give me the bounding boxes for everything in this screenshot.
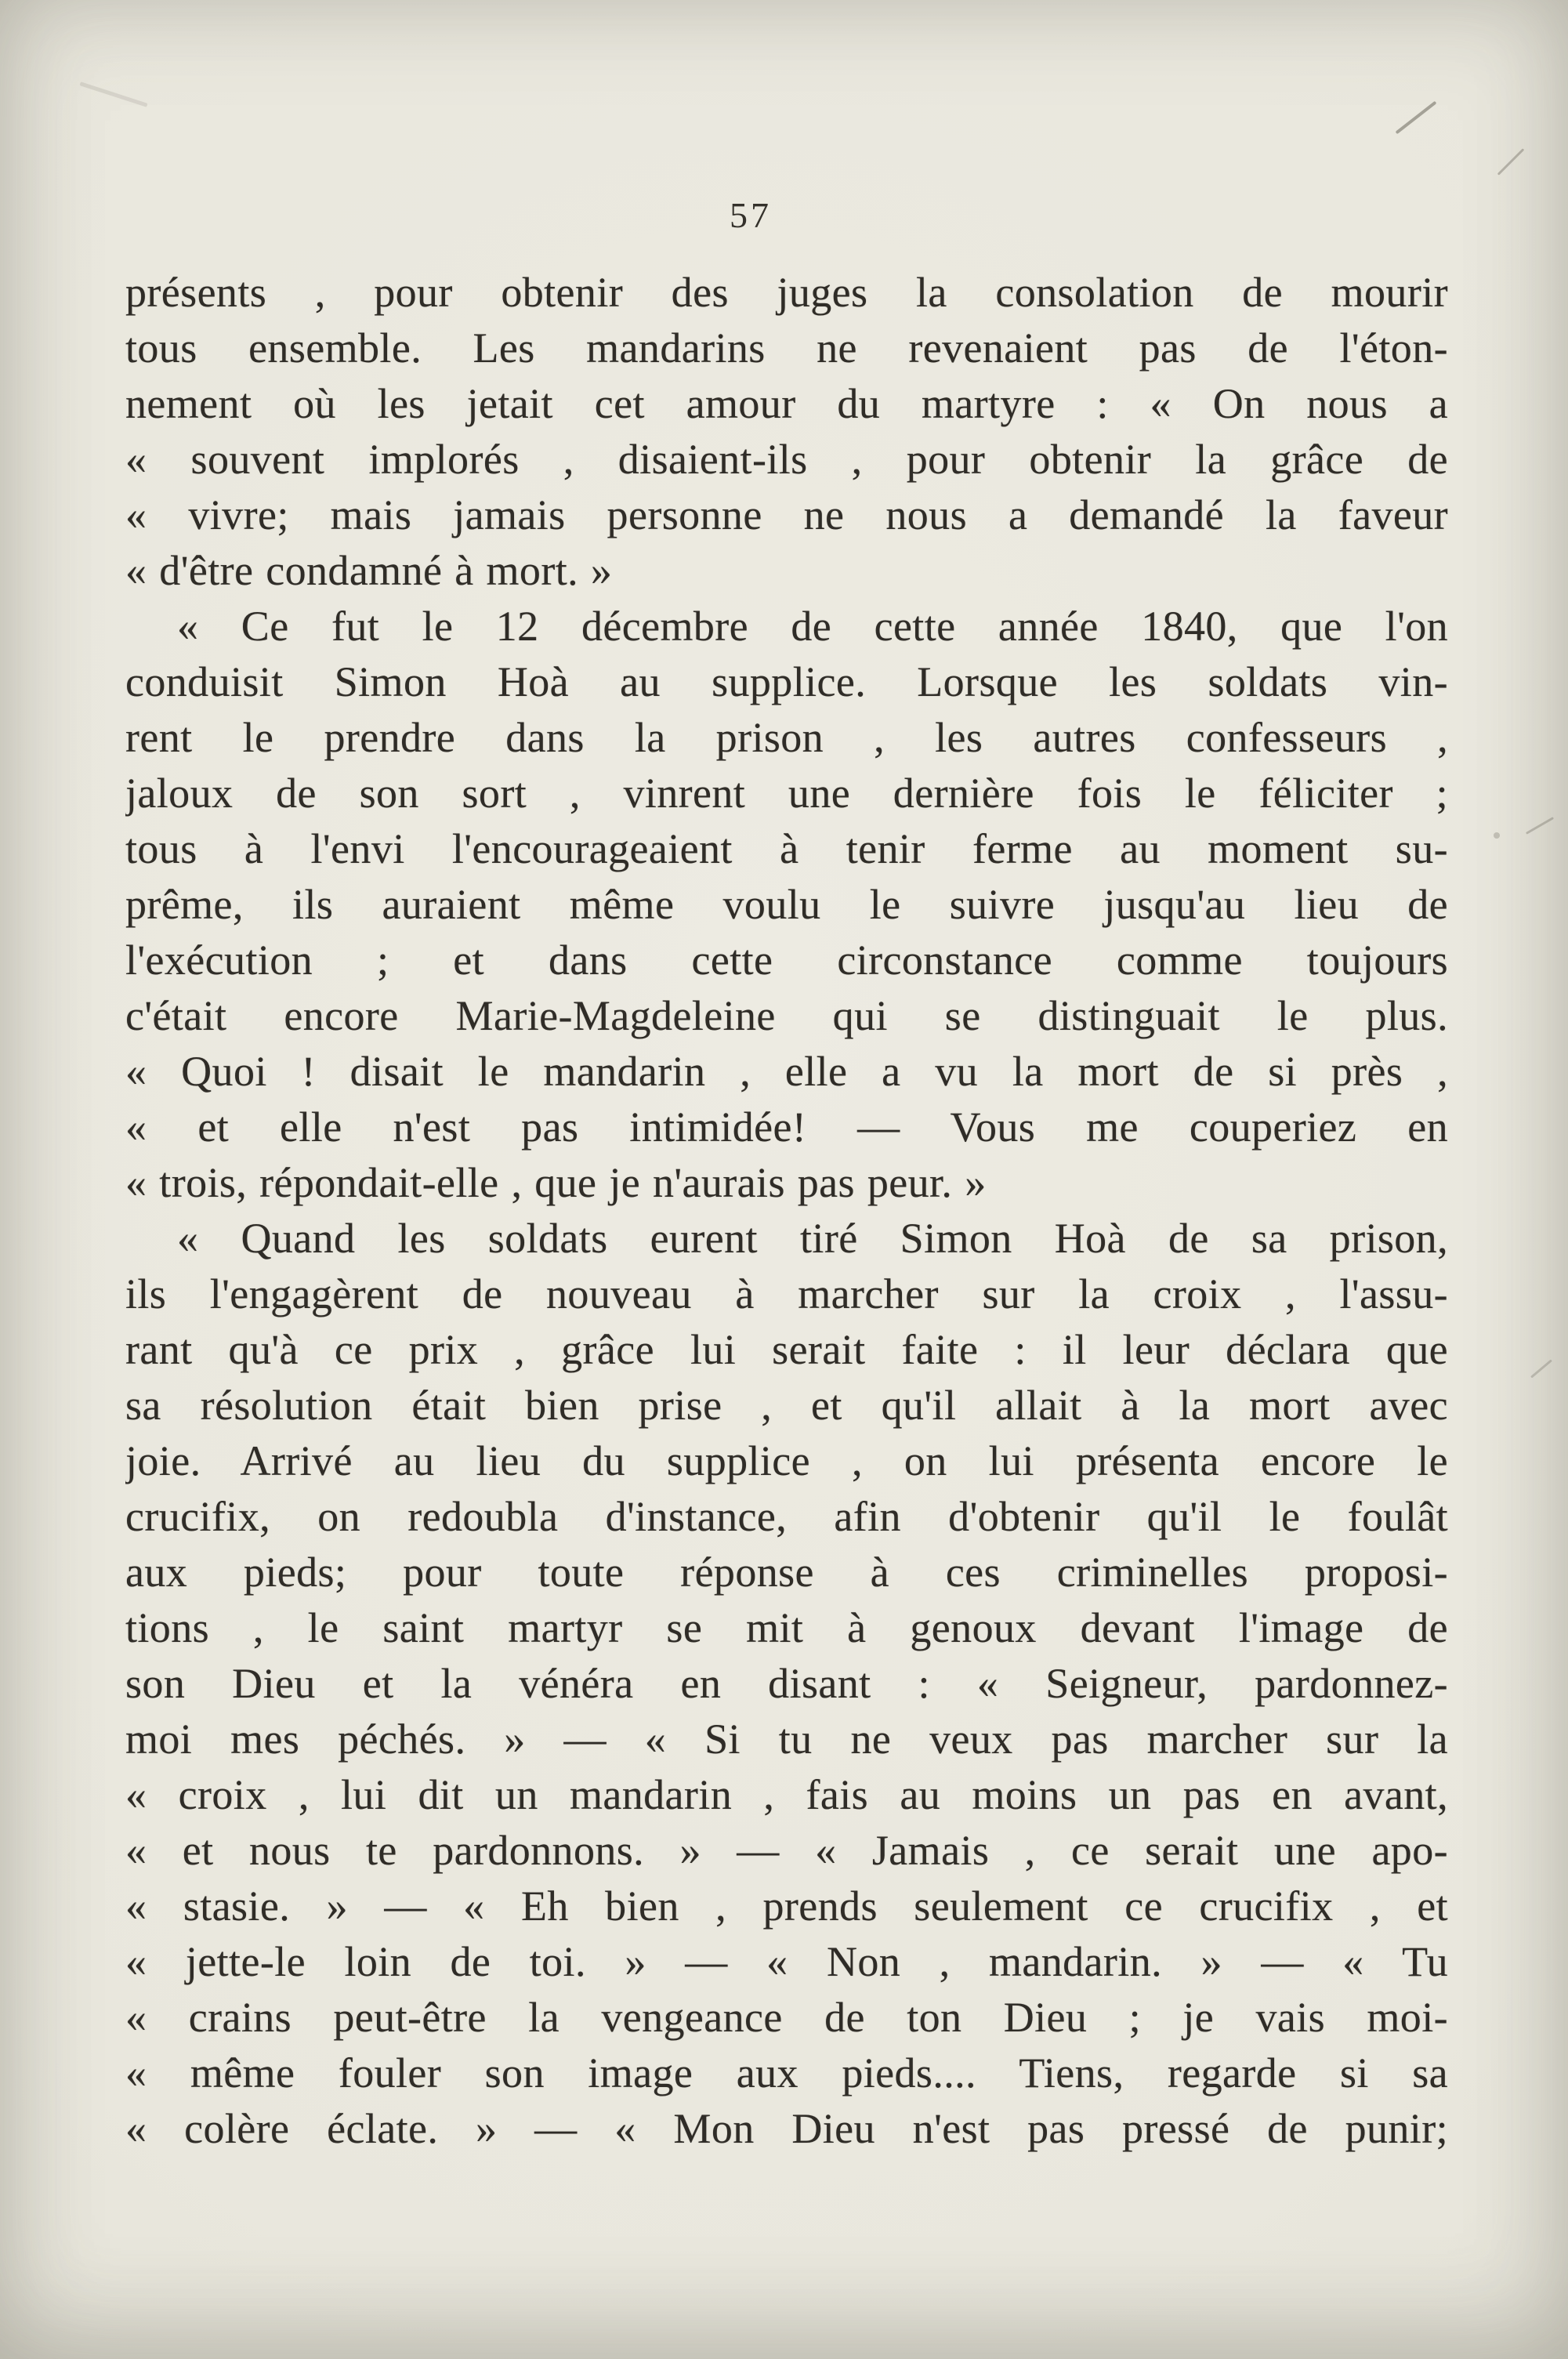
text-line: ils l'engagèrent de nouveau à marcher sur la croix , l'assu- bbox=[125, 1270, 1448, 1317]
text-line: sa résolution était bien prise , et qu'il allait à la mort avec bbox=[125, 1382, 1448, 1429]
text-block bbox=[125, 265, 1448, 2157]
text-line: « et nous te pardonnons. » — « Jamais , ce serait une apo- bbox=[125, 1827, 1448, 1874]
scan-artifact bbox=[1497, 148, 1525, 176]
text-line: « trois, répondait-elle , que je n'aurais pas peur. » bbox=[125, 1159, 987, 1206]
scan-artifact bbox=[79, 82, 147, 107]
text-line: « Quand les soldats eurent tiré Simon Hoà de sa prison, bbox=[177, 1215, 1448, 1262]
text-line: « Quoi ! disait le mandarin , elle a vu la mort de si près , bbox=[125, 1048, 1448, 1095]
scan-artifact bbox=[1396, 101, 1437, 135]
scan-artifact bbox=[1530, 1359, 1552, 1378]
text-line: rant qu'à ce prix , grâce lui serait faite : il leur déclara que bbox=[125, 1326, 1448, 1373]
page-number: 57 bbox=[730, 195, 772, 235]
text-line: « Ce fut le 12 décembre de cette année 1840, que l'on bbox=[177, 603, 1448, 650]
text-line: moi mes péchés. » — « Si tu ne veux pas marcher sur la bbox=[125, 1716, 1448, 1763]
text-line: l'exécution ; et dans cette circonstance comme toujours bbox=[125, 937, 1448, 984]
scan-artifact bbox=[1526, 817, 1554, 835]
text-line: « même fouler son image aux pieds.... Tiens, regarde si sa bbox=[125, 2049, 1448, 2096]
text-line: crucifix, on redoubla d'instance, afin d'obtenir qu'il le foulât bbox=[125, 1493, 1448, 1540]
text-line: « vivre; mais jamais personne ne nous a demandé la faveur bbox=[125, 491, 1448, 538]
text-line: prême, ils auraient même voulu le suivre jusqu'au lieu de bbox=[125, 881, 1448, 928]
text-line: « croix , lui dit un mandarin , fais au moins un pas en avant, bbox=[125, 1771, 1448, 1818]
text-line: tions , le saint martyr se mit à genoux devant l'image de bbox=[125, 1604, 1448, 1651]
text-line: « crains peut-être la vengeance de ton Dieu ; je vais moi- bbox=[125, 1994, 1448, 2041]
text-line: « d'être condamné à mort. » bbox=[125, 547, 613, 594]
text-line: tous ensemble. Les mandarins ne revenaient pas de l'éton- bbox=[125, 324, 1448, 371]
text-line: c'était encore Marie-Magdeleine qui se distinguait le plus. bbox=[125, 992, 1448, 1039]
text-line: « colère éclate. » — « Mon Dieu n'est pas pressé de punir; bbox=[125, 2105, 1448, 2152]
text-line: « stasie. » — « Eh bien , prends seulement ce crucifix , et bbox=[125, 1882, 1448, 1930]
text-line: nement où les jetait cet amour du martyre : « On nous a bbox=[125, 380, 1448, 427]
text-line: joie. Arrivé au lieu du supplice , on lui présenta encore le bbox=[125, 1437, 1448, 1484]
text-line: « jette-le loin de toi. » — « Non , mandarin. » — « Tu bbox=[125, 1938, 1448, 1985]
text-line: jaloux de son sort , vinrent une dernière fois le féliciter ; bbox=[125, 770, 1448, 817]
text-line: tous à l'envi l'encourageaient à tenir ferme au moment su- bbox=[125, 825, 1448, 872]
text-line: rent le prendre dans la prison , les autres confesseurs , bbox=[125, 714, 1448, 761]
text-line: conduisit Simon Hoà au supplice. Lorsque les soldats vin- bbox=[125, 658, 1448, 705]
scan-artifact bbox=[1494, 832, 1500, 839]
text-line: son Dieu et la vénéra en disant : « Seigneur, pardonnez- bbox=[125, 1660, 1448, 1707]
text-line: « et elle n'est pas intimidée! — Vous me couperiez en bbox=[125, 1103, 1448, 1151]
text-line: aux pieds; pour toute réponse à ces criminelles proposi- bbox=[125, 1549, 1448, 1596]
text-line: « souvent implorés , disaient-ils , pour obtenir la grâce de bbox=[125, 436, 1448, 483]
text-line: présents , pour obtenir des juges la consolation de mourir bbox=[125, 269, 1448, 316]
